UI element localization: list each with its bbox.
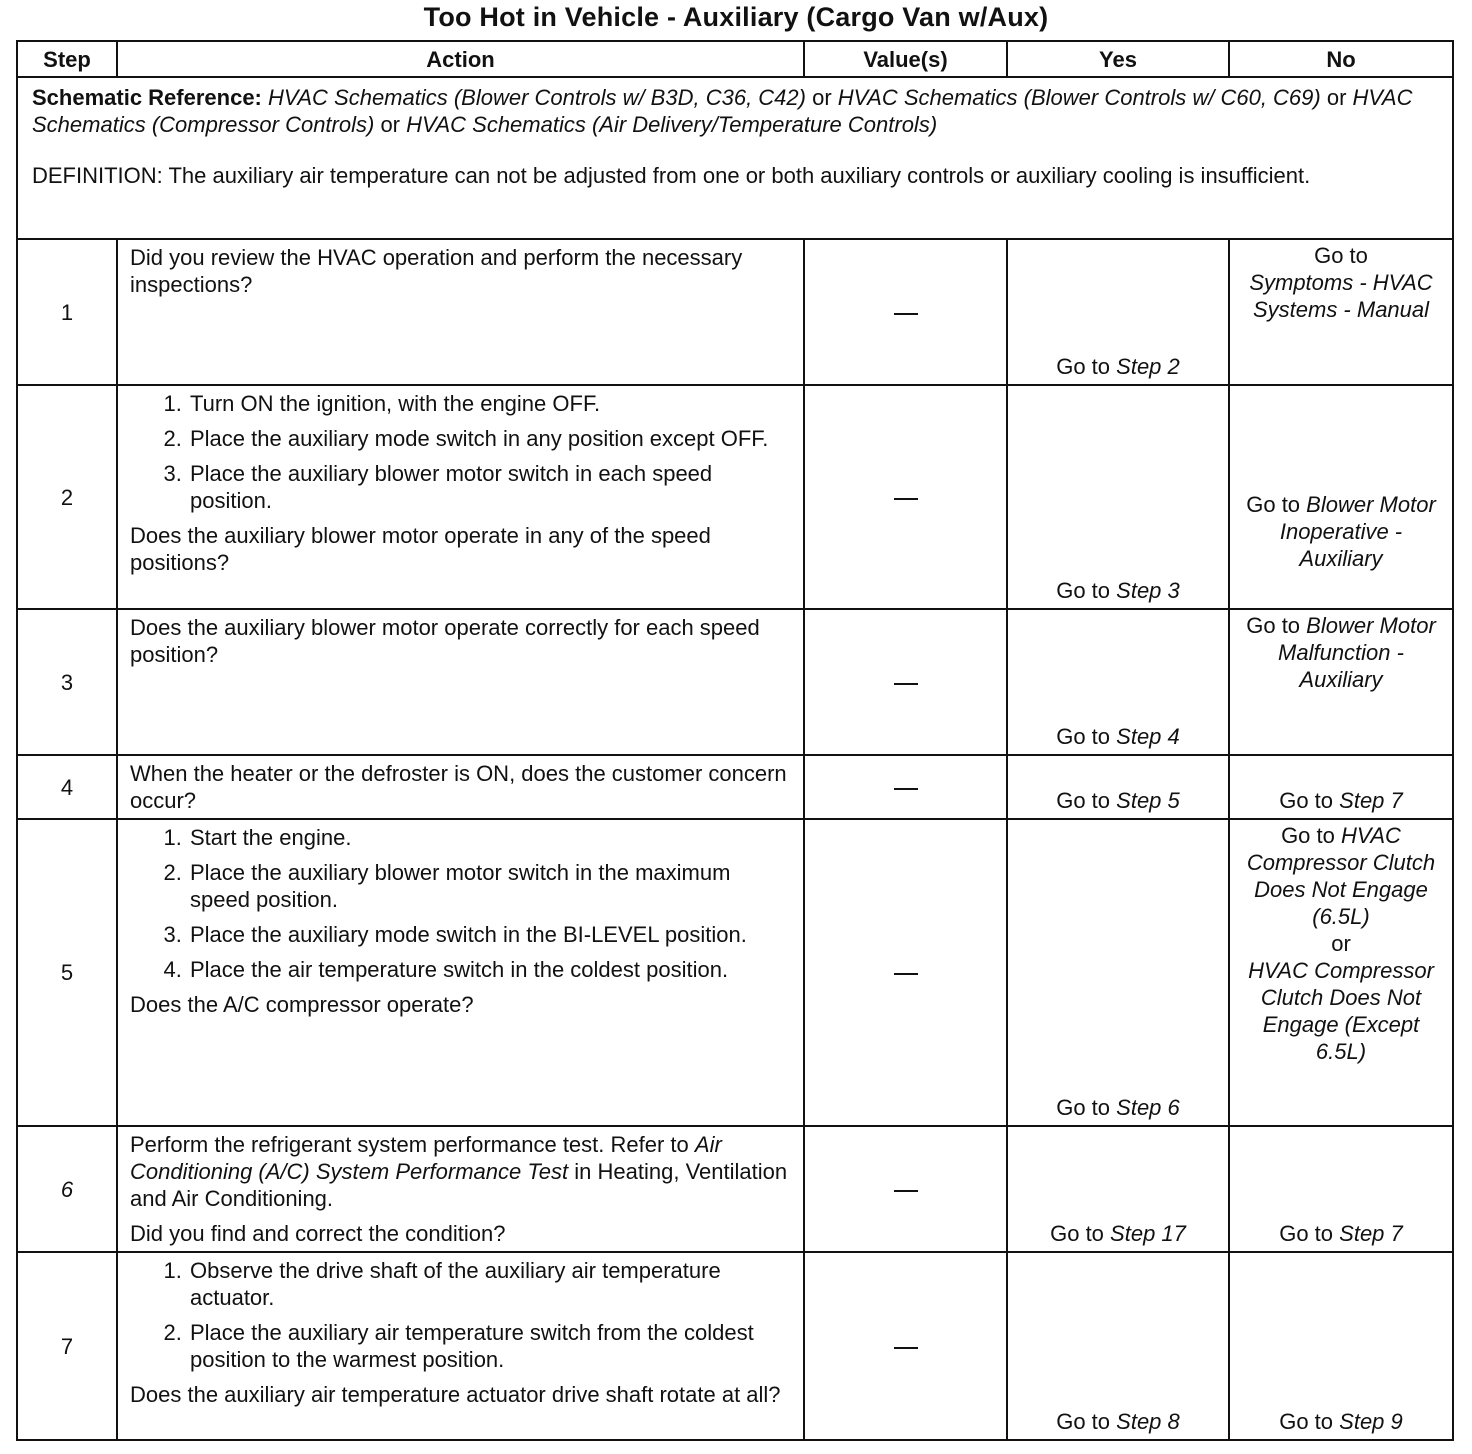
header-yes: Yes	[1007, 41, 1229, 77]
step-row-4	[17, 755, 1453, 819]
step-row-7	[17, 1252, 1453, 1440]
step-question: Does the auxiliary blower motor operate in any of the speed positions?	[130, 523, 711, 575]
step-yes[interactable]: Go to Step 2	[1007, 239, 1229, 385]
page-title: Too Hot in Vehicle - Auxiliary (Cargo Van w/Aux)	[423, 2, 1049, 32]
list-item: 1. Start the engine.	[188, 824, 793, 851]
dash-mark	[894, 1190, 918, 1192]
step-question: Does the A/C compressor operate?	[130, 992, 474, 1017]
header-values: Value(s)	[804, 41, 1007, 77]
step-row-6	[17, 1126, 1453, 1252]
step-no[interactable]: Go to HVAC Compressor Clutch Does Not Engage (6.5L) or HVAC Compressor Clutch Does Not Engage (Except 6.5L)	[1229, 819, 1453, 1126]
dash-mark	[894, 313, 918, 315]
step-number: 5	[17, 819, 117, 1126]
step-yes[interactable]: Go to Step 4	[1007, 609, 1229, 755]
header-row	[17, 41, 1453, 77]
step-number: 4	[17, 755, 117, 819]
step-instructions	[130, 824, 793, 983]
step-row-2	[17, 385, 1453, 609]
step-no[interactable]: Go to Step 7	[1229, 1126, 1453, 1252]
step-row-5	[17, 819, 1453, 1126]
step-value	[804, 1252, 1007, 1440]
list-item: 2. Place the auxiliary air temperature switch from the coldest position to the warmest position.	[188, 1319, 793, 1373]
step-value	[804, 385, 1007, 609]
step-number: 1	[17, 239, 117, 385]
step-action	[117, 819, 804, 1126]
step-value	[804, 609, 1007, 755]
step-action	[117, 1126, 804, 1252]
step-instructions	[130, 1257, 793, 1373]
reference-link-1[interactable]: HVAC Schematics (Blower Controls w/ B3D, C36, C42)	[268, 85, 806, 110]
step-action	[117, 239, 804, 385]
list-item: 2. Place the auxiliary mode switch in any position except OFF.	[188, 425, 793, 452]
reference-link-2[interactable]: HVAC Schematics (Blower Controls w/ C60, C69)	[837, 85, 1321, 110]
step-number: 2	[17, 385, 117, 609]
step-action	[117, 755, 804, 819]
step-value	[804, 1126, 1007, 1252]
step-yes[interactable]: Go to Step 6	[1007, 819, 1229, 1126]
list-item: 2. Place the auxiliary blower motor switch in the maximum speed position.	[188, 859, 793, 913]
list-item: 1. Observe the drive shaft of the auxiliary air temperature actuator.	[188, 1257, 793, 1311]
dash-mark	[894, 973, 918, 975]
step-value	[804, 819, 1007, 1126]
header-action: Action	[117, 41, 804, 77]
step-question: When the heater or the defroster is ON, does the customer concern occur?	[130, 761, 787, 813]
reference-link-3[interactable]: HVAC Schematics (Compressor Controls)	[32, 85, 1413, 137]
schematic-reference: Schematic Reference: HVAC Schematics (Blower Controls w/ B3D, C36, C42) or HVAC Schematics (Blower Controls w/ C60, C69) or HVAC Schematics (Compressor Controls) or HVAC Schematics (Air Delivery/Temperature Controls)	[32, 85, 1413, 137]
definition-text: DEFINITION: The auxiliary air temperature can not be adjusted from one or both auxiliary controls or auxiliary cooling is insufficient.	[32, 163, 1311, 188]
step-no[interactable]: Go to Symptoms - HVAC Systems - Manual	[1229, 239, 1453, 385]
step-yes[interactable]: Go to Step 5	[1007, 755, 1229, 819]
list-item: 4. Place the air temperature switch in the coldest position.	[188, 956, 793, 983]
step-yes[interactable]: Go to Step 8	[1007, 1252, 1229, 1440]
step-yes[interactable]: Go to Step 3	[1007, 385, 1229, 609]
step-row-1	[17, 239, 1453, 385]
step-instructions	[130, 390, 793, 514]
step-number: 6	[17, 1126, 117, 1252]
list-item: 3. Place the auxiliary blower motor switch in each speed position.	[188, 460, 793, 514]
reference-cell	[17, 77, 1453, 239]
reference-label: Schematic Reference:	[32, 85, 262, 110]
step-question: Did you find and correct the condition?	[130, 1221, 506, 1246]
step-action	[117, 385, 804, 609]
step-number: 3	[17, 609, 117, 755]
list-item: 1. Turn ON the ignition, with the engine OFF.	[188, 390, 793, 417]
header-step: Step	[17, 41, 117, 77]
reference-link-4[interactable]: HVAC Schematics (Air Delivery/Temperature Controls)	[406, 112, 938, 137]
step-no[interactable]: Go to Step 9	[1229, 1252, 1453, 1440]
step-action	[117, 1252, 804, 1440]
step-no[interactable]: Go to Blower Motor Malfunction - Auxiliary	[1229, 609, 1453, 755]
reference-link[interactable]: Air Conditioning (A/C) System Performance Test	[130, 1132, 722, 1184]
step-question: Does the auxiliary air temperature actuator drive shaft rotate at all?	[130, 1382, 781, 1407]
step-question: Did you review the HVAC operation and perform the necessary inspections?	[130, 245, 743, 297]
step-value	[804, 755, 1007, 819]
dash-mark	[894, 1347, 918, 1349]
header-no: No	[1229, 41, 1453, 77]
step-question: Does the auxiliary blower motor operate correctly for each speed position?	[130, 615, 760, 667]
step-row-3	[17, 609, 1453, 755]
dash-mark	[894, 498, 918, 500]
dash-mark	[894, 683, 918, 685]
step-yes[interactable]: Go to Step 17	[1007, 1126, 1229, 1252]
diagnostic-table	[16, 40, 1454, 1441]
step-value	[804, 239, 1007, 385]
reference-row	[17, 77, 1453, 239]
dash-mark	[894, 788, 918, 790]
step-number: 7	[17, 1252, 117, 1440]
list-item: 3. Place the auxiliary mode switch in the BI-LEVEL position.	[188, 921, 793, 948]
step-action	[117, 609, 804, 755]
step-no[interactable]: Go to Blower Motor Inoperative - Auxiliary	[1229, 385, 1453, 609]
step-no[interactable]: Go to Step 7	[1229, 755, 1453, 819]
step-instruction-text: Perform the refrigerant system performance test. Refer to Air Conditioning (A/C) System Performance Test in Heating, Ventilation and Air Conditioning.	[130, 1132, 788, 1211]
